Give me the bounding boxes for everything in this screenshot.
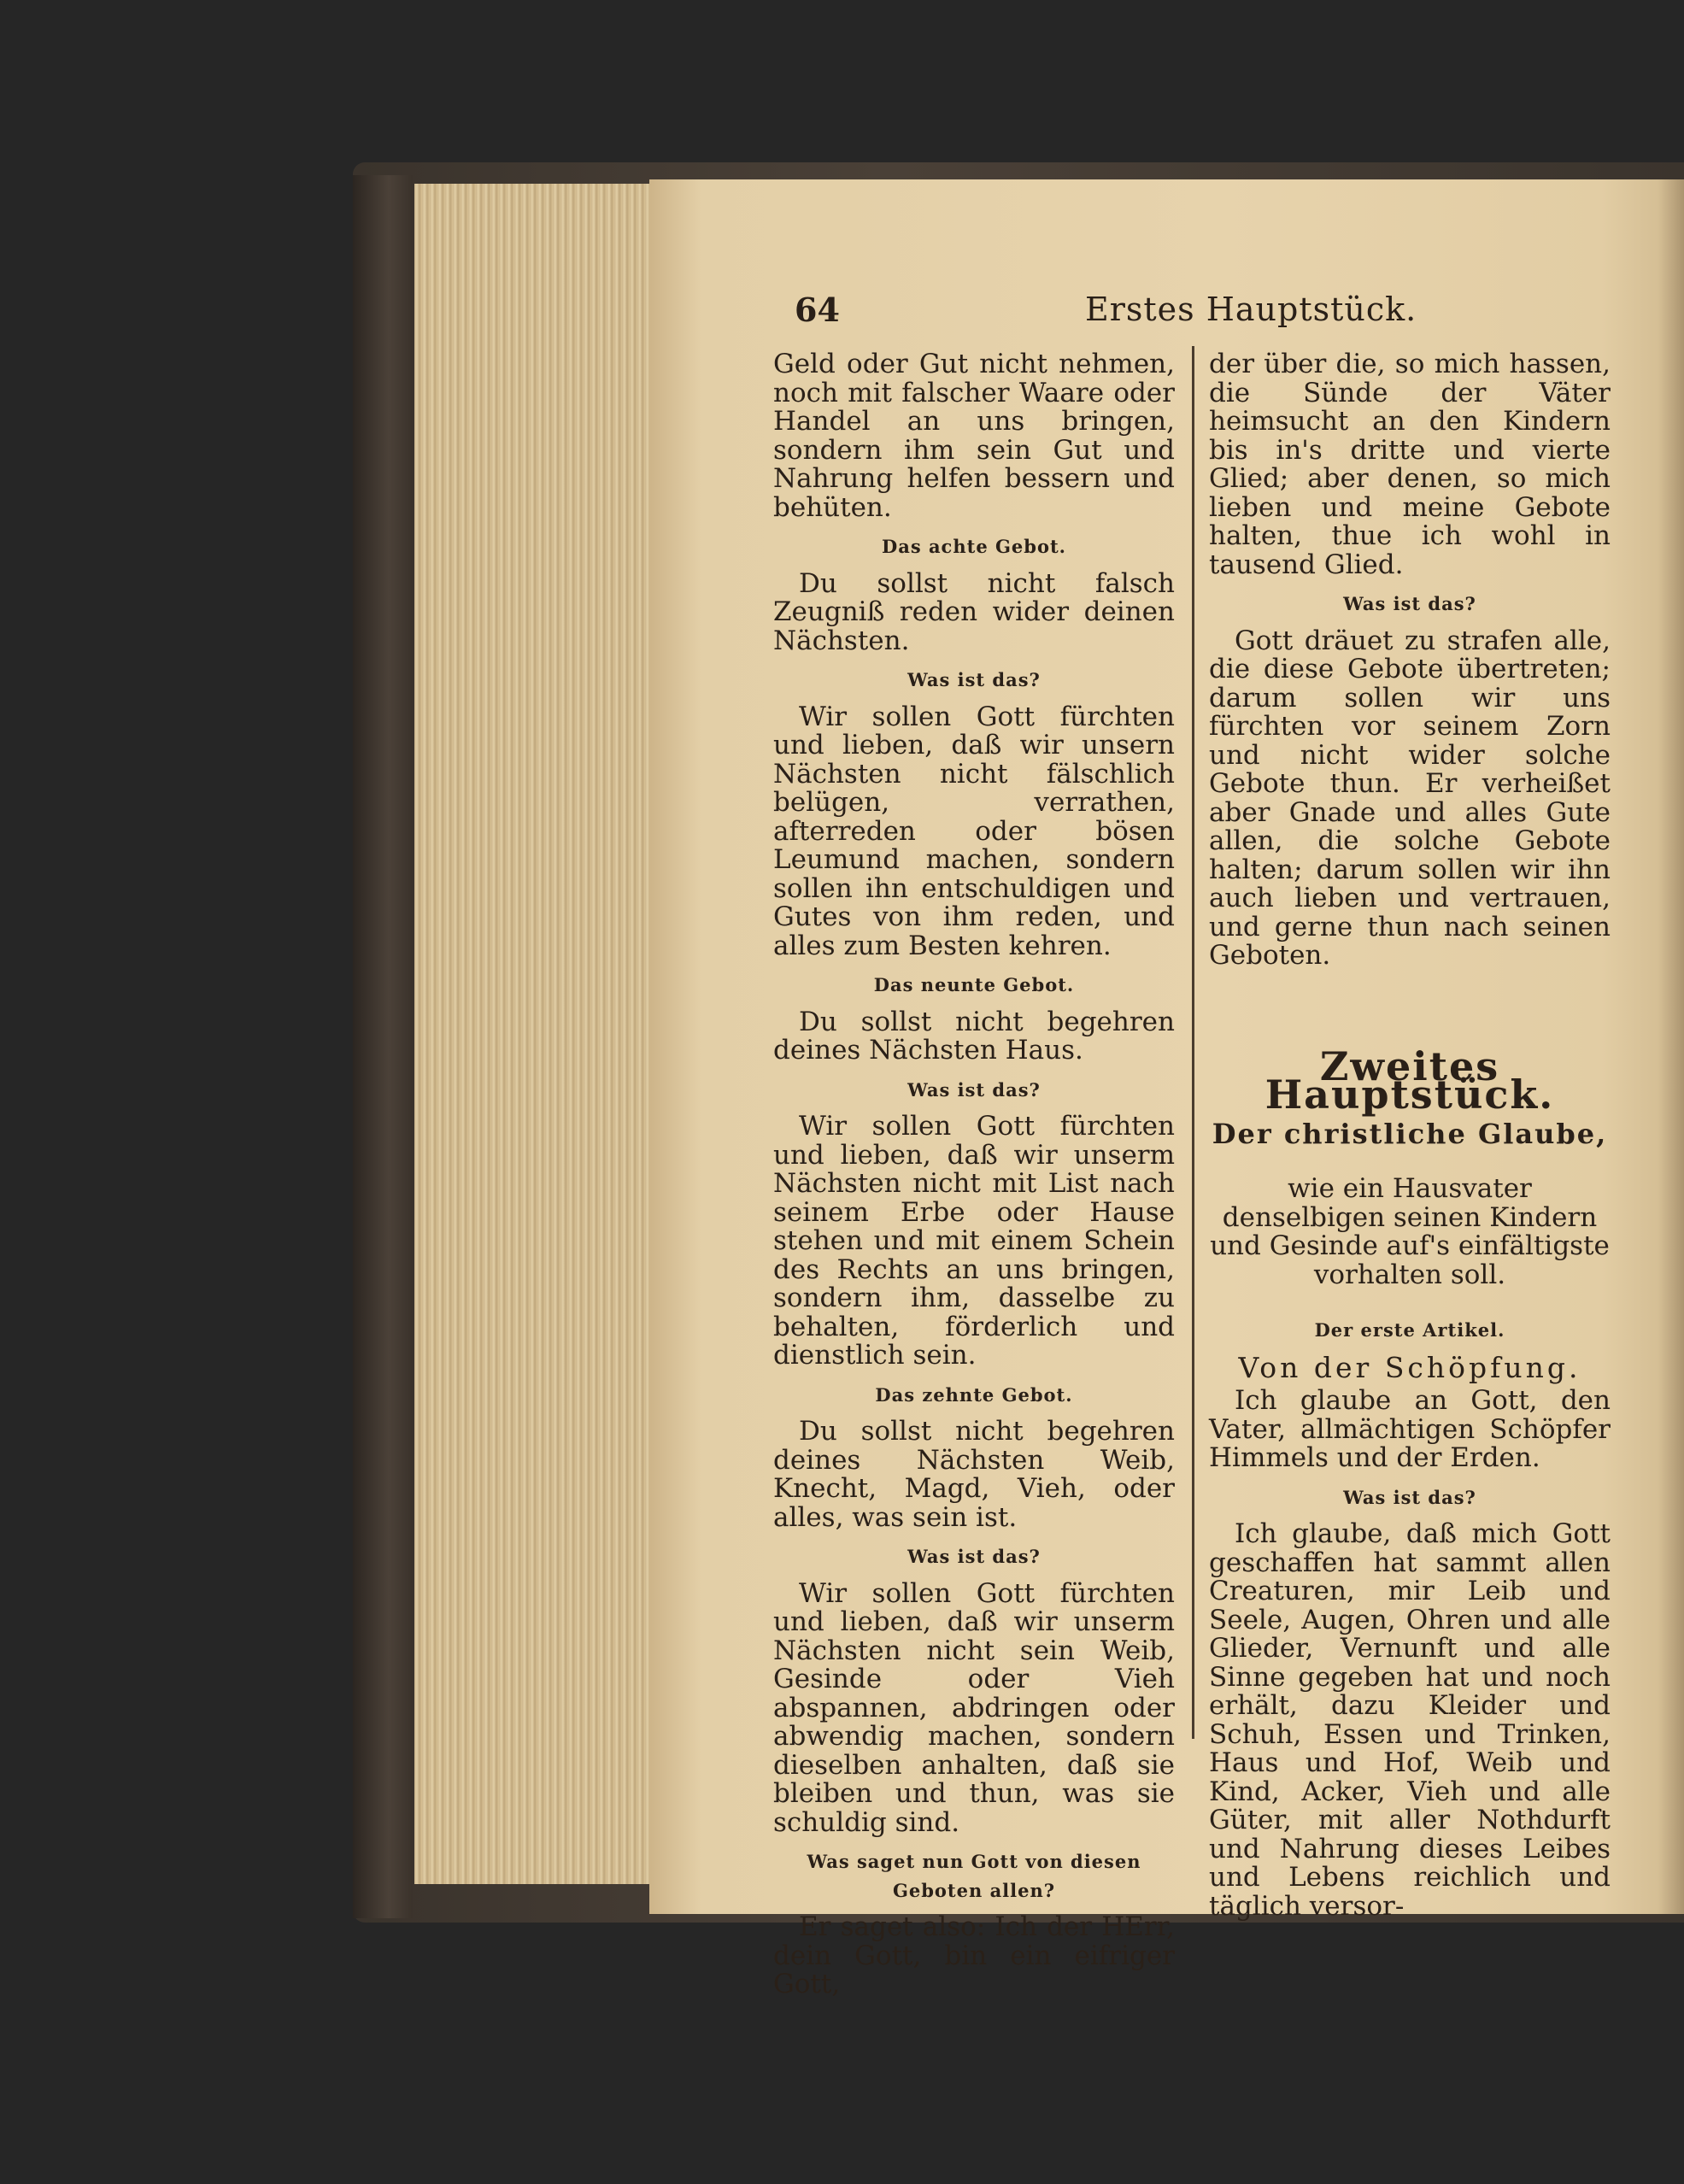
section-heading: Was ist das?	[907, 1078, 1041, 1101]
section-heading: Das achte Gebot.	[882, 536, 1066, 557]
paragraph: Geld oder Gut nicht nehmen, noch mit falscher Waare oder Handel an uns bringen, sondern ihm sein Gut und Nahrung helfen bessern und behüten.	[773, 349, 1175, 523]
paragraph: Ich glaube an Gott, den Vater, allmächtigen Schöpfer Himmels und der Erden.	[1209, 1385, 1611, 1473]
chapter-title: Zweites Hauptstück.	[1264, 1042, 1555, 1118]
paragraph: Du sollst nicht falsch Zeugniß reden wider deinen Nächsten.	[773, 567, 1175, 656]
page-shadow	[1658, 179, 1684, 1914]
paragraph: Er saget also: Ich der HErr, dein Gott, bin ein eifriger Gott,	[773, 1911, 1175, 1999]
paragraph: Ich glaube, daß mich Gott geschaffen hat sammt allen Creaturen, mir Leib und Seele, Augen, Ohren und alle Glieder, Vernunft und alle Sinne gegeben hat und noch erhält, dazu Kleider und Schuh, Essen und Trinken, Haus und Hof, Weib und Kind, Acker, Vieh und alle Güter, mit aller Nothdurft und Nahrung dieses Leibes und Lebens reichlich und täglich versor-	[1209, 1518, 1611, 1922]
section-heading: Was ist das?	[907, 1546, 1041, 1567]
left-column	[773, 350, 1175, 2003]
page-header	[795, 291, 1606, 342]
book-page	[649, 179, 1684, 1999]
running-head: Erstes Hauptstück.	[1085, 291, 1417, 328]
paragraph: Du sollst nicht begehren deines Nächsten Haus.	[773, 1006, 1175, 1066]
right-column	[1209, 350, 1611, 1924]
centered: wie ein Hausvater denselbigen seinen Kindern und Gesinde auf's einfältigste vorhalten soll.	[1210, 1173, 1610, 1290]
page-edges	[414, 184, 671, 1884]
paragraph: Gott dräuet zu strafen alle, die diese Gebote übertreten; darum sollen wir uns fürchten vor seinem Zorn und nicht wider solche Gebote thun. Er verheißet aber Gnade und alles Gute allen, die solche Gebote halten; darum sollen wir ihn auch lieben und vertrauen, und gerne thun nach seinen Geboten.	[1209, 625, 1611, 971]
article-heading: Von der Schöpfung.	[1238, 1350, 1581, 1384]
paragraph: Du sollst nicht begehren deines Nächsten Weib, Knecht, Magd, Vieh, oder alles, was sein ist.	[773, 1416, 1175, 1533]
section-heading: Der erste Artikel.	[1314, 1319, 1505, 1341]
section-heading: Was ist das?	[1343, 1486, 1476, 1508]
paragraph: Wir sollen Gott fürchten und lieben, daß wir unserm Nächsten nicht sein Weib, Gesinde oder Vieh abspannen, abdringen oder abwendig machen, sondern dieselben anhalten, daß sie bleiben und thun, was sie schuldig sind.	[773, 1577, 1175, 1838]
paragraph: Wir sollen Gott fürchten und lieben, daß wir unsern Nächsten nicht fälschlich belügen, verrathen, afterreden oder bösen Leumund machen, sondern sollen ihn entschuldigen und Gutes von ihm reden, und alles zum Besten kehren.	[773, 701, 1175, 961]
section-heading: Das zehnte Gebot.	[875, 1383, 1073, 1406]
section-heading: Was saget nun Gott von diesen Geboten allen?	[807, 1851, 1141, 1901]
section-heading: Das neunte Gebot.	[873, 974, 1075, 995]
book-spine	[353, 175, 413, 1918]
column-divider	[1192, 346, 1194, 1739]
page-number: 64	[795, 291, 840, 329]
paragraph: Wir sollen Gott fürchten und lieben, daß wir unserm Nächsten nicht mit List nach seinem Erbe oder Hause stehen und mit einem Schein des Rechts an uns bringen, sondern ihm, dasselbe zu behalten, förderlich und dienstlich sein.	[773, 1111, 1175, 1371]
paragraph: der über die, so mich hassen, die Sünde der Väter heimsucht an den Kindern bis in's dritte und vierte Glied; aber denen, so mich lieben und meine Gebote halten, thue ich wohl in tausend Glied.	[1209, 349, 1611, 580]
section-heading: Was ist das?	[907, 669, 1041, 690]
section-heading: Was ist das?	[1343, 593, 1476, 614]
chapter-sub: Der christliche Glaube,	[1212, 1117, 1608, 1150]
